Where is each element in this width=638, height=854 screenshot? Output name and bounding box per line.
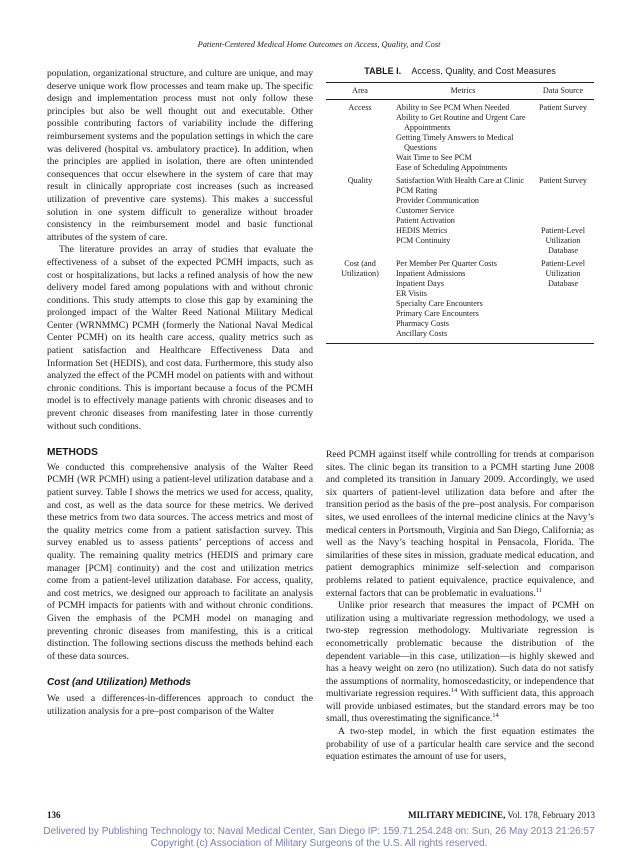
table-cell-line: Provider Communication [396,196,480,205]
table-cell-line: Patient-Level [540,226,586,235]
table-cell-line: HEDIS Metrics [396,226,448,235]
body-paragraph: We conducted this comprehensive analysis of the Walter Reed PCMH (WR PCMH) using a patient-level utilization database and a patient survey. Table I shows the metrics we used for access, quality, and cost, as well as the data source for these metrics. We derived these metrics from two data sources. The access metrics and most of the quality metrics come from a patient satisfaction survey. This survey enabled us to assess patients’ perceptions of access and quality. The remaining quality metrics (HEDIS and primary care manager [PCM] continuity) and the cost and utilization metrics come from a patient-level utilization database. For access, quality, and cost metrics, we designed our approach to facilitate an analysis of PCMH impacts for patients with and without chronic conditions. Given the emphasis of the PCMH model on managing and preventing chronic diseases from manifesting, this is a critical distinction. The following sections discuss the methods behind each of these data sources. [47,461,313,662]
table-cell-line: Customer Service [396,206,455,215]
table-row [326,256,594,344]
table-caption [326,66,594,76]
body-paragraph: population, organizational structure, and culture are unique, and may deserve unique work flow processes and team make up. The specific design and implementation process must not only follow these principles but also be well thought out and executable. Other possible contributing factors of variability include the differing reimbursement systems and the population settings in which the care was delivered (hospital vs. ambulatory practice). In addition, when the principles are applied in isolation, there are often unintended consequences that occur elsewhere in the system of care that may result in clinically appropriate cost increases (such as increased utilization of preventive care systems). This makes a successful solution in one system difficult to generalize without broader consistency in the reimbursement model and basic functional attributes of the system of care. [47,68,313,243]
table-cell-line: PCM Continuity [396,236,451,245]
table-cell-line: Inpatient Days [396,279,444,288]
area-cell [326,256,394,344]
table-cell-line [534,196,592,206]
table-cell-line: ER Visits [396,289,427,298]
table-cell-line: Access [348,103,372,112]
measures-table [326,66,594,344]
metrics-cell [394,256,532,344]
area-cell [326,173,394,256]
source-cell [532,173,594,256]
page-number: 136 [47,810,61,820]
table-cell-line: Ease of Scheduling Appointments [396,163,508,172]
cost-methods-heading: Cost (and Utilization) Methods [47,677,191,689]
table-label: TABLE I. [364,66,402,76]
left-column [47,68,313,718]
table-cell-line: Cost (and [344,259,376,268]
table-cell-line: Getting Timely Answers to Medical Questions [396,133,514,152]
methods-heading: METHODS [47,447,98,459]
source-cell [532,256,594,344]
table-cell-line: Inpatient Admissions [396,269,466,278]
column-header-area: Area [326,83,394,100]
table [326,82,594,344]
table-cell-line: PCM Rating [396,186,438,195]
table-cell-line: Per Member Per Quarter Costs [396,259,497,268]
source-cell [532,100,594,174]
table-cell-line: Patient Survey [539,176,587,185]
table-cell-line: Utilization [545,269,581,278]
column-header-metrics: Metrics [394,83,532,100]
table-cell-line [534,186,592,196]
table-cell-line: Pharmacy Costs [396,319,449,328]
body-paragraph: Unlike prior research that measures the impact of PCMH on utilization using a multivariate regression methodology, we used a two-step regression methodology. Multivariate regression is econometrically problematic because the distribution of the dependent variable—in this case, utilization—is highly skewed and has a heavy weight on zero (no utilization). Such data do not satisfy the assumptions of normality, homoscedasticity, or independence that multivariate regression requires.$^{14}$ With sufficient data, this approach will provide unbiased estimates, but the standard errors may be too small, thus overestimating the significance.$^{14}$ [326,600,594,725]
table-cell-line [534,206,592,216]
table-cell-line: Ability to Get Routine and Urgent Care Appointments [396,113,526,132]
table-cell-line: Ancillary Costs [396,329,448,338]
table-cell-line: Database [547,246,578,255]
table-cell-line: Utilization) [341,269,379,278]
table-cell-line: Patient-Level [540,259,586,268]
table-cell-line [534,216,592,226]
table-cell-line: Patient Activation [396,216,455,225]
column-header-source: Data Source [532,83,594,100]
body-paragraph: A two-step model, in which the first equation estimates the probability of use of a particular health care service and the second equation estimates the amount of use for users, [326,726,594,763]
right-column [326,449,594,764]
body-paragraph: The literature provides an array of studies that evaluate the effectiveness of a subset of the expected PCMH impacts, such as cost or hospitalizations, but lacks a refined analysis of how the new delivery model fared among populations with and without chronic conditions. This study attempts to close this gap by examining the prolonged impact of the Walter Reed National Military Medical Center (WRNMMC) PCMH (formerly the National Naval Medical Center PCMH) on its health care access, quality metrics such as patient satisfaction and Healthcare Effectiveness Data and Information Set (HEDIS), and cost data. Furthermore, this study also analyzed the effect of the PCMH model on patients with and without chronic conditions. This is important because a focus of the PCMH model is to effectively manage patients with chronic diseases and to prevent chronic diseases from manifesting later in those currently without such conditions. [47,244,313,432]
table-cell-line: Database [547,279,578,288]
metrics-cell [394,100,532,174]
table-row [326,173,594,256]
table-cell-line: Wait Time to See PCM [396,153,472,162]
area-cell [326,100,394,174]
table-title: Access, Quality, and Cost Measures [411,66,556,76]
table-cell-line: Utilization [545,236,581,245]
journal-citation: MILITARY MEDICINE, Vol. 178, February 2013 [408,810,595,820]
table-cell-line: Quality [347,176,373,185]
table-cell-line: Specialty Care Encounters [396,299,483,308]
table-cell-line: Patient Survey [539,103,587,112]
table-row [326,100,594,174]
running-header: Patient-Centered Medical Home Outcomes on Access, Quality, and Cost [197,40,441,49]
table-cell-line: Primary Care Encounters [396,309,479,318]
table-cell-line: Satisfaction With Health Care at Clinic [396,176,524,185]
delivery-watermark: Delivered by Publishing Technology to: Naval Medical Center, San Diego IP: 159.71.254.248 on: Sun, 26 May 2013 21:26:57 [43,826,595,837]
copyright-watermark: Copyright (c) Association of Military Surgeons of the U.S. All rights reserved. [150,838,488,849]
table-cell-line: Ability to See PCM When Needed [396,103,510,112]
metrics-cell [394,173,532,256]
body-paragraph: Reed PCMH against itself while controlling for trends at comparison sites. The clinic began its transition to a PCMH starting June 2008 and completed its transition in January 2009. Accordingly, we used six quarters of patient-level utilization data before and after the transition period as the basis of the pre–post analysis. For comparison sites, we used enrollees of the internal medicine clinics at the Navy’s medical centers in Portsmouth, Virginia and San Diego, California; as well as the Navy’s teaching hospital in Pensacola, Florida. The similarities of these sites in mission, graduate medical education, and patient demographics minimize self-selection and comparison problems related to patient equivalence, practice equivalence, and external factors that can be problematic in evaluations.$^{11}$ [326,449,594,599]
body-paragraph: We used a differences-in-differences approach to conduct the utilization analysis for a pre–post comparison of the Walter [47,692,313,717]
